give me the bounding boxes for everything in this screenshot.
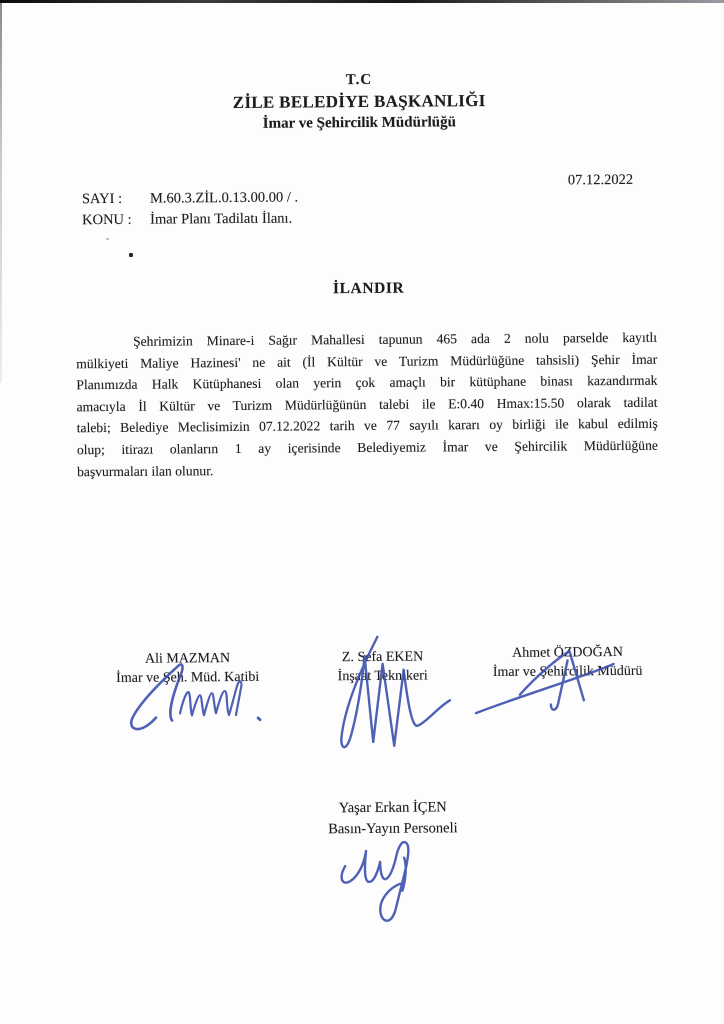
signatory-title: Basın-Yayın Personeli	[328, 820, 458, 838]
signatory-title: İmar ve Şehircilik Müdürü	[492, 663, 643, 680]
signatory-name: Ali MAZMAN	[144, 651, 231, 667]
meta-row-sayi	[82, 187, 298, 209]
document-meta	[82, 187, 299, 230]
body-line: amacıyla İl Kültür ve Turizm Müdürlüğünün talebi ile E:0.40 Hmax:15.50 olarak tadilat	[76, 394, 658, 415]
letterhead-state: T.C	[345, 71, 373, 89]
yasar-erkan-icen-signature	[333, 835, 446, 928]
body-line: başvurmaları ilan olunur.	[77, 462, 214, 479]
signatory-block-mudur	[453, 642, 681, 682]
letterhead	[0, 67, 721, 136]
signatory-block-katip	[59, 648, 315, 688]
signatory-block-basin	[283, 797, 503, 841]
body-line: Şehrimizin Minare-i Sağır Mahallesi tapunun 465 ada 2 nolu parselde kayıtlı	[132, 329, 658, 349]
body-line: Planımızda Halk Kütüphanesi olan yerin çok amaçlı bir kütüphane binası kazandırmak	[76, 372, 658, 393]
signatory-name: Yaşar Erkan İÇEN	[338, 799, 447, 817]
announcement-body	[76, 327, 658, 483]
sayi-value: M.60.3.ZİL.0.13.00.00 / .	[149, 189, 299, 207]
body-line: talebi; Belediye Meclisimizin 07.12.2022 tarih ve 77 sayılı kararı oy birliği ile kabul edilmiş	[76, 416, 658, 436]
body-line: mülkiyeti Maliye Hazinesi' ne ait (İl Kültür ve Turizm Müdürlüğüne tahsisli) Şehir İmar	[76, 351, 658, 371]
letterhead-municipality: ZİLE BELEDİYE BAŞKANLIĞI	[232, 91, 486, 113]
body-line: olup; itirazı olanların 1 ay içerisinde Belediyemiz İmar ve Şehircilik Müdürlüğüne	[76, 437, 658, 458]
signatory-name: Z. Sefa EKEN	[341, 649, 424, 666]
letterhead-department: İmar ve Şehircilik Müdürlüğü	[262, 114, 457, 132]
signatory-title: İmar ve Şeh. Müd. Katibi	[116, 669, 260, 686]
signatory-name: Ahmet ÖZDOĞAN	[512, 644, 623, 661]
announcement-title: İLANDIR	[332, 279, 405, 298]
signatory-block-tekniker	[299, 647, 465, 686]
konu-label: KONU :	[82, 211, 132, 228]
signatory-title: İnşaat Teknikeri	[337, 668, 428, 685]
sayi-label: SAYI :	[81, 190, 123, 208]
konu-value: İmar Planı Tadilatı İlanı.	[150, 210, 293, 228]
document-date: 07.12.2022	[567, 171, 634, 189]
meta-row-konu	[82, 208, 298, 230]
